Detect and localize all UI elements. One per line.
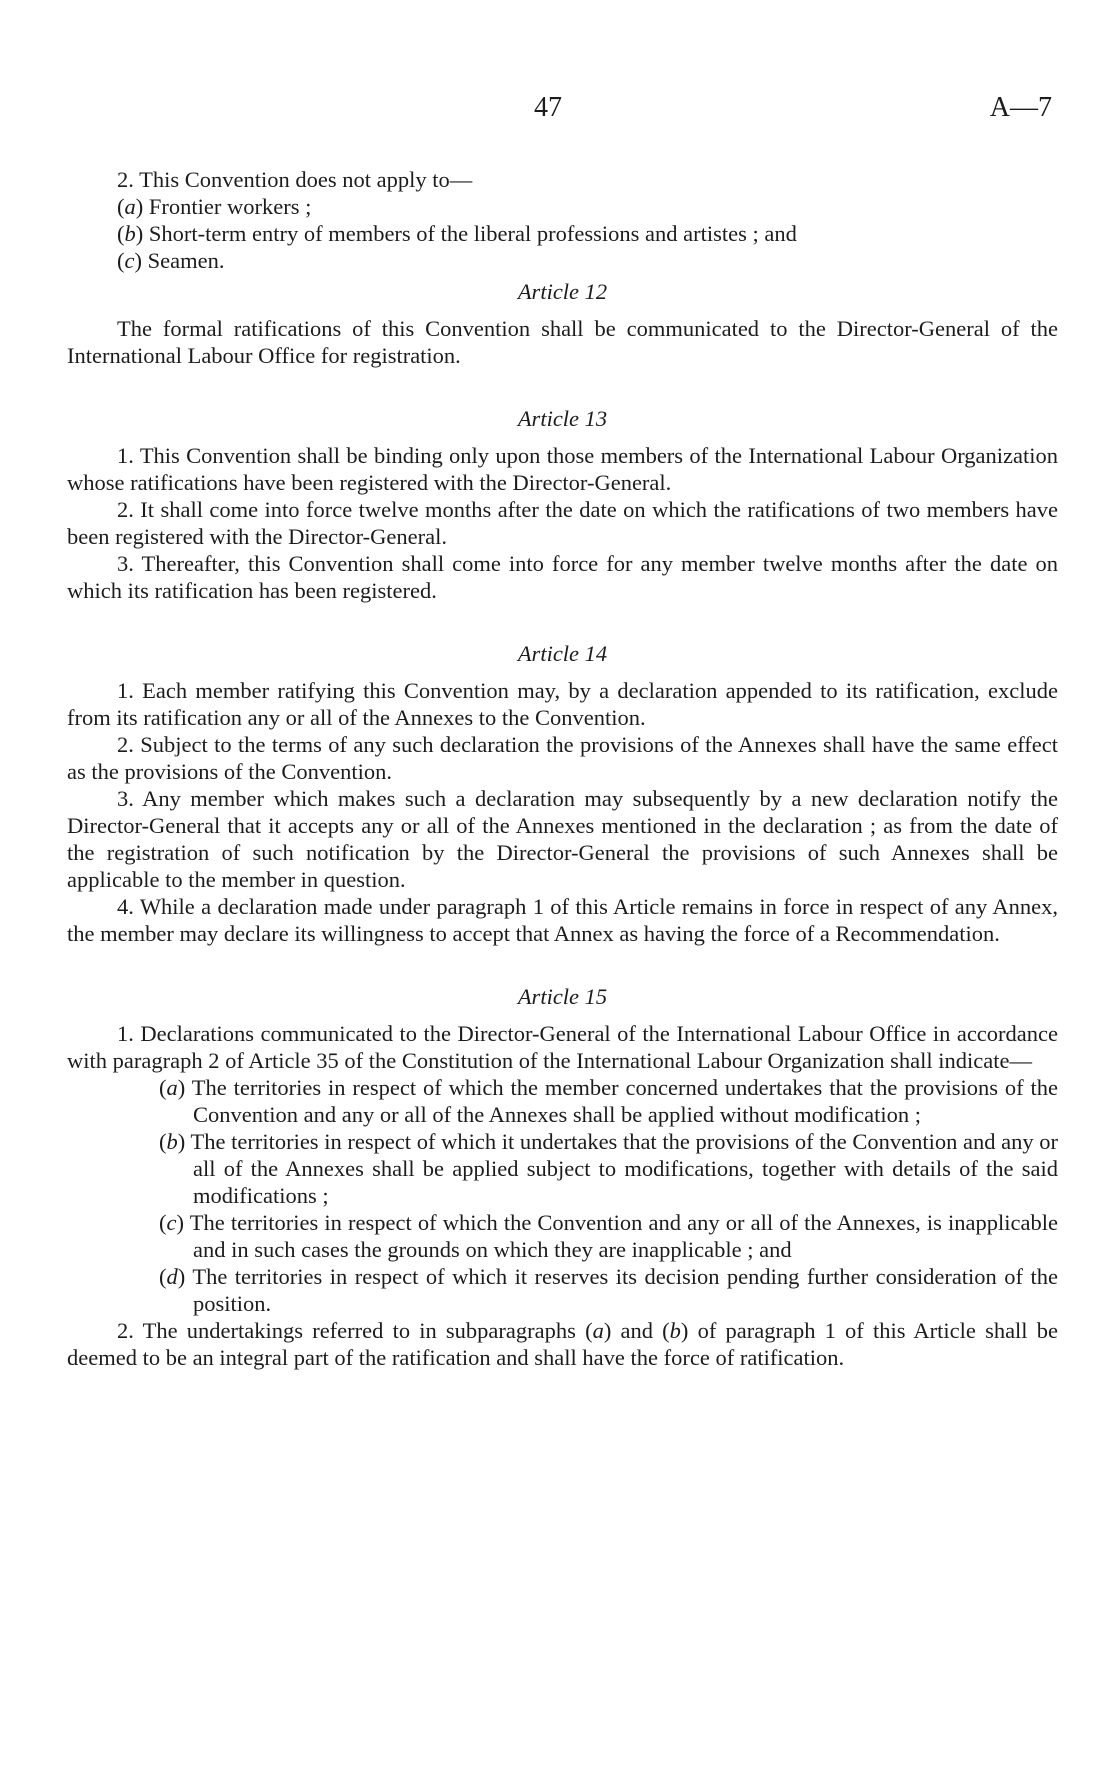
list-letter: a <box>166 1075 178 1100</box>
article-13-paragraph-2: 2. It shall come into force twelve months after the date on which the ratifications of two members have been registered with the Director-General. <box>67 497 1058 549</box>
article-15-heading: Article 15 <box>517 984 608 1009</box>
list-letter: c <box>124 248 135 273</box>
list-item: (c) The territories in respect of which the Convention and any or all of the Annexes, is inapplicable and in such cases the grounds on which they are inapplicable ; and <box>159 1210 1058 1262</box>
document-body <box>67 166 1058 1371</box>
article-13-paragraph-3: 3. Thereafter, this Convention shall come into force for any member twelve months after the date on which its ratification has been registered. <box>67 551 1058 603</box>
paragraph-text: and <box>611 1318 663 1343</box>
list-text: The territories in respect of which it undertakes that the provisions of the Convention and any or all of the Annexes shall be applied subject to modifications, together with details of the said modifications ; <box>185 1129 1058 1208</box>
list-letter: b <box>124 221 136 246</box>
list-letter: d <box>166 1264 178 1289</box>
list-text: The territories in respect of which it reserves its decision pending further consideration of the position. <box>185 1264 1058 1316</box>
subparagraph-ref: a <box>592 1318 604 1343</box>
list-item: (b) The territories in respect of which it undertakes that the provisions of the Convention and any or all of the Annexes shall be applied subject to modifications, together with details of the said modifications ; <box>159 1129 1058 1208</box>
list-item: (a) The territories in respect of which the member concerned undertakes that the provisions of the Convention and any or all of the Annexes shall be applied without modification ; <box>159 1075 1058 1127</box>
article-14-paragraph-1: 1. Each member ratifying this Convention may, by a declaration appended to its ratification, exclude from its ratification any or all of the Annexes to the Convention. <box>67 678 1058 730</box>
list-item: (d) The territories in respect of which it reserves its decision pending further consideration of the position. <box>159 1264 1058 1316</box>
article-13-paragraph-1: 1. This Convention shall be binding only upon those members of the International Labour Organization whose ratifications have been registered with the Director-General. <box>67 443 1058 495</box>
list-letter: b <box>166 1129 178 1154</box>
list-letter: c <box>166 1210 177 1235</box>
list-item: (c) Seamen. <box>117 248 225 273</box>
article-14-paragraph-3: 3. Any member which makes such a declaration may subsequently by a new declaration notify the Director-General that it accepts any or all of the Annexes mentioned in the declaration ; as from the date of the registration of such notification by the Director-General the provisions of such Annexes shall be applicable to the member in question. <box>67 786 1058 892</box>
list-text: Short-term entry of members of the liberal professions and artistes ; and <box>143 221 797 246</box>
list-text: Frontier workers ; <box>143 194 312 219</box>
list-item: (b) Short-term entry of members of the liberal professions and artistes ; and <box>117 221 797 246</box>
article-13-heading: Article 13 <box>517 406 608 431</box>
page-number: 47 <box>534 92 562 123</box>
subparagraph-ref: b <box>669 1318 681 1343</box>
article-15-paragraph-2: 2. The undertakings referred to in subparagraphs (a) and (b) of paragraph 1 of this Article shall be deemed to be an integral part of the ratification and shall have the force of ratification. <box>67 1318 1058 1370</box>
list-text: Seamen. <box>142 248 225 273</box>
article-12-paragraph: The formal ratifications of this Convention shall be communicated to the Director-General of the International Labour Office for registration. <box>67 316 1058 368</box>
article-15-paragraph-1: 1. Declarations communicated to the Director-General of the International Labour Office in accordance with paragraph 2 of Article 35 of the Constitution of the International Labour Organization shall indicate— <box>67 1021 1058 1073</box>
paragraph-text: of paragraph 1 of this Article shall be deemed to be an integral part of the ratification and shall have the force of ratification. <box>67 1318 1058 1370</box>
article-14-paragraph-4: 4. While a declaration made under paragraph 1 of this Article remains in force in respect of any Annex, the member may declare its willingness to accept that Annex as having the force of a Recommendation. <box>67 894 1058 946</box>
article-12-heading: Article 12 <box>517 279 608 304</box>
article-14-paragraph-2: 2. Subject to the terms of any such declaration the provisions of the Annexes shall have the same effect as the provisions of the Convention. <box>67 732 1058 784</box>
list-text: The territories in respect of which the Convention and any or all of the Annexes, is inapplicable and in such cases the grounds on which they are inapplicable ; and <box>184 1210 1058 1262</box>
list-item: (a) Frontier workers ; <box>117 194 312 219</box>
intro-lead: 2. This Convention does not apply to— <box>117 167 473 192</box>
article-14-heading: Article 14 <box>517 641 608 666</box>
paragraph-text: 2. The undertakings referred to in subparagraphs <box>117 1318 586 1343</box>
page-code: A—7 <box>989 92 1052 123</box>
list-text: The territories in respect of which the member concerned undertakes that the provisions of the Convention and any or all of the Annexes shall be applied without modification ; <box>185 1075 1058 1127</box>
list-letter: a <box>124 194 136 219</box>
